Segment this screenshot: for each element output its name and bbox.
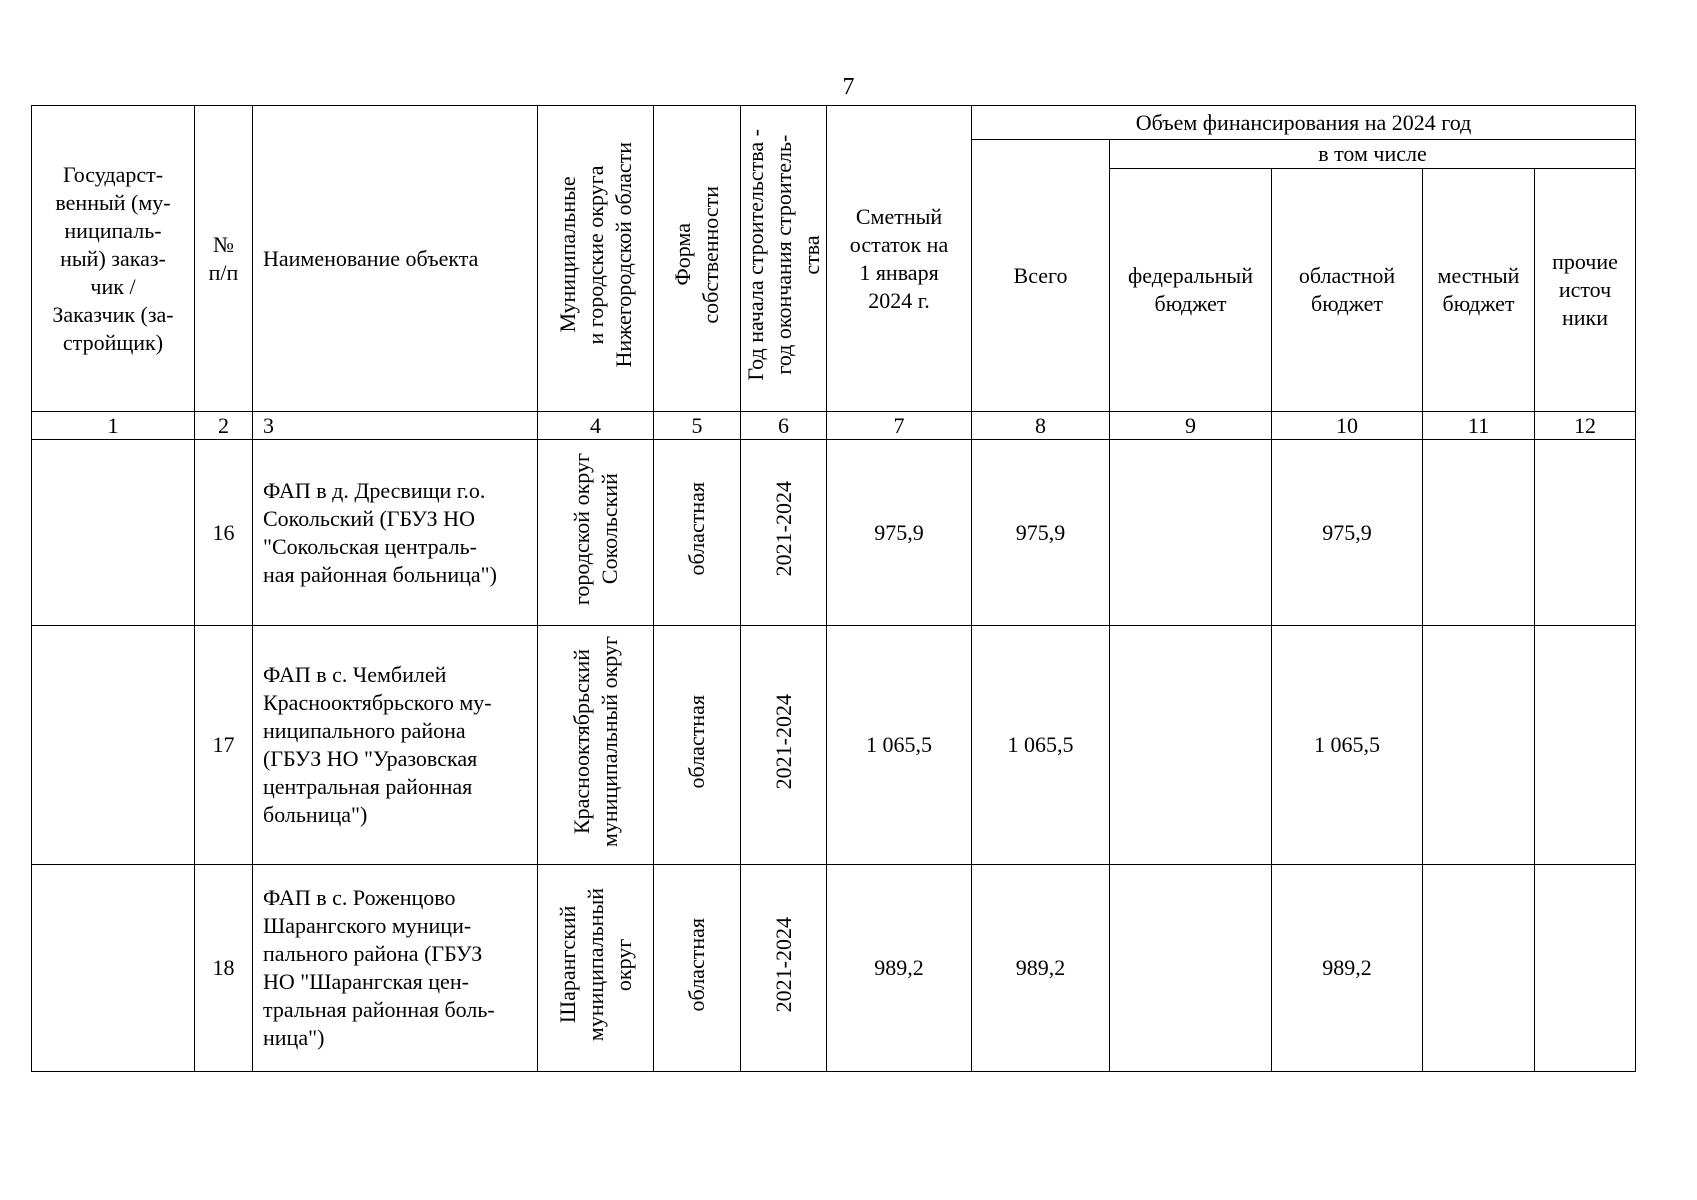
header-funding-group: Объем финансирования на 2024 год xyxy=(972,106,1636,140)
cell-local xyxy=(1423,626,1535,865)
cell-object-name: ФАП в с. Чембилей Краснооктябрьского му- ниципального района (ГБУЗ НО "Уразовская центральная районная больница") xyxy=(253,626,538,865)
column-number: 5 xyxy=(654,412,741,440)
header-municipality xyxy=(538,106,654,412)
cell-ownership xyxy=(654,440,741,626)
header-no: № п/п xyxy=(195,106,253,412)
cell-no: 18 xyxy=(195,865,253,1072)
cell-object-name: ФАП в с. Роженцово Шарангского муници- пального района (ГБУЗ НО "Шарангская цен- тральная районная боль- ница") xyxy=(253,865,538,1072)
cell-other xyxy=(1535,865,1636,1072)
cell-no: 17 xyxy=(195,626,253,865)
header-including: в том числе xyxy=(1110,140,1636,169)
cell-years-text: 2021-2024 xyxy=(770,916,796,1013)
cell-customer xyxy=(32,626,195,865)
cell-municipality xyxy=(538,440,654,626)
header-total: Всего xyxy=(972,140,1110,412)
header-local: местный бюджет xyxy=(1423,169,1535,412)
table-row xyxy=(32,626,1636,865)
cell-regional: 1 065,5 xyxy=(1272,626,1423,865)
column-number: 10 xyxy=(1272,412,1423,440)
cell-ownership-text: областная xyxy=(684,482,709,576)
header-municipality-text: Муниципальные и городские округа Нижегородской области xyxy=(554,142,636,368)
page-number: 7 xyxy=(842,74,855,100)
cell-federal xyxy=(1110,626,1272,865)
cell-municipality-text: городской округ Сокольский xyxy=(568,452,622,606)
table-row xyxy=(32,865,1636,1072)
cell-municipality-text: Шарангский муниципальный округ xyxy=(554,887,636,1042)
cell-total: 975,9 xyxy=(972,440,1110,626)
header-years-text: Год начала строительства - год окончания строитель- ства xyxy=(742,129,824,381)
column-number-row xyxy=(32,412,1636,440)
cell-ownership xyxy=(654,865,741,1072)
header-ownership xyxy=(654,106,741,412)
cell-estimate: 989,2 xyxy=(827,865,972,1072)
cell-municipality xyxy=(538,865,654,1072)
header-ownership-text: Форма собственности xyxy=(670,186,723,324)
cell-years-text: 2021-2024 xyxy=(770,693,796,790)
column-number: 1 xyxy=(32,412,195,440)
cell-no: 16 xyxy=(195,440,253,626)
column-number: 11 xyxy=(1423,412,1535,440)
cell-municipality xyxy=(538,626,654,865)
cell-regional: 989,2 xyxy=(1272,865,1423,1072)
cell-total: 1 065,5 xyxy=(972,626,1110,865)
cell-federal xyxy=(1110,440,1272,626)
cell-local xyxy=(1423,440,1535,626)
cell-other xyxy=(1535,626,1636,865)
header-federal: федеральный бюджет xyxy=(1110,169,1272,412)
column-number: 9 xyxy=(1110,412,1272,440)
cell-years xyxy=(741,440,827,626)
column-number: 2 xyxy=(195,412,253,440)
header-other: прочие источ ники xyxy=(1535,169,1636,412)
column-number: 6 xyxy=(741,412,827,440)
cell-total: 989,2 xyxy=(972,865,1110,1072)
cell-years-text: 2021-2024 xyxy=(770,481,796,577)
header-estimate: Сметный остаток на 1 января 2024 г. xyxy=(827,106,972,412)
cell-customer xyxy=(32,865,195,1072)
cell-ownership xyxy=(654,626,741,865)
header-years xyxy=(741,106,827,412)
cell-local xyxy=(1423,865,1535,1072)
column-number: 8 xyxy=(972,412,1110,440)
column-number: 3 xyxy=(253,412,538,440)
cell-estimate: 1 065,5 xyxy=(827,626,972,865)
cell-object-name: ФАП в д. Дресвищи г.о. Сокольский (ГБУЗ НО "Сокольская централь- ная районная больница") xyxy=(253,440,538,626)
column-number: 7 xyxy=(827,412,972,440)
cell-other xyxy=(1535,440,1636,626)
cell-ownership-text: областная xyxy=(684,694,709,789)
table-row xyxy=(32,440,1636,626)
cell-years xyxy=(741,865,827,1072)
column-number: 12 xyxy=(1535,412,1636,440)
cell-municipality-text: Краснооктябрьский муниципальный округ xyxy=(568,635,622,847)
header-regional: областной бюджет xyxy=(1272,169,1423,412)
cell-federal xyxy=(1110,865,1272,1072)
column-number: 4 xyxy=(538,412,654,440)
cell-regional: 975,9 xyxy=(1272,440,1423,626)
cell-years xyxy=(741,626,827,865)
cell-ownership-text: областная xyxy=(684,917,709,1012)
financing-table xyxy=(31,105,1636,1072)
header-customer: Государст- венный (му- ниципаль- ный) заказ- чик / Заказчик (за- стройщик) xyxy=(32,106,195,412)
header-object-name: Наименование объекта xyxy=(253,106,538,412)
cell-customer xyxy=(32,440,195,626)
cell-estimate: 975,9 xyxy=(827,440,972,626)
